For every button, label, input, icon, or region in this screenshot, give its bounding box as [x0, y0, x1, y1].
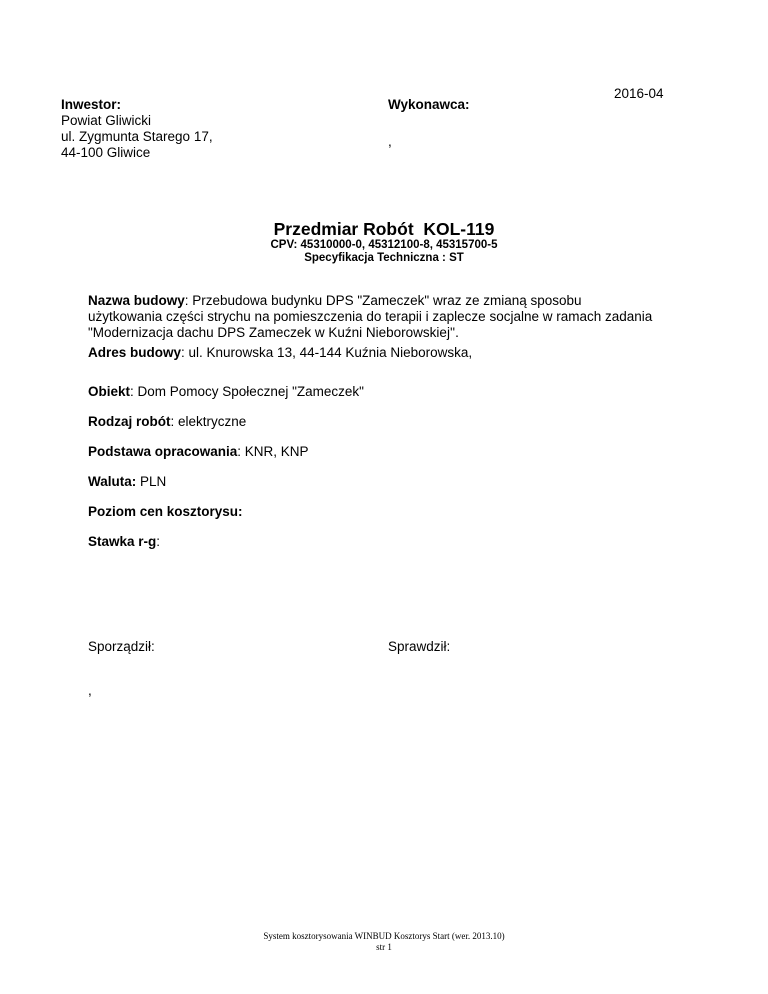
price-level-label: Poziom cen kosztorysu: — [88, 504, 243, 519]
basis-value: : KNR, KNP — [237, 444, 309, 459]
prepared-by-label: Sporządził: — [88, 639, 155, 654]
construction-name-value-line3: "Modernizacja dachu DPS Zameczek w Kuźni Nieborowskiej''. — [88, 325, 459, 340]
investor-name: Powiat Gliwicki — [61, 113, 152, 128]
cpv-codes: CPV: 45310000-0, 45312100-8, 45315700-5 — [270, 239, 498, 251]
basis-label: Podstawa opracowania — [88, 444, 238, 459]
field-hourly-rate — [88, 534, 160, 550]
work-type-value: : elektryczne — [170, 414, 247, 429]
checked-by-label: Sprawdził: — [388, 639, 451, 654]
contractor-label: Wykonawca: — [388, 97, 470, 112]
investor-street: ul. Zygmunta Starego 17, — [61, 129, 213, 144]
document-date: 2016-04 — [614, 86, 664, 101]
investor-city: 44-100 Gliwice — [61, 145, 151, 160]
currency-label: Waluta: — [88, 474, 137, 489]
construction-name-value-line2: użytkowania części strychu na pomieszczenia do terapii i zaplecze socjalne w ramach zadania — [88, 309, 653, 324]
construction-name-value-line1: : Przebudowa budynku DPS "Zameczek" wraz ze zmianą sposobu — [184, 293, 582, 308]
field-basis — [88, 444, 309, 460]
contractor-value: , — [388, 134, 392, 149]
field-object — [88, 384, 364, 400]
field-price-level — [88, 504, 243, 520]
page-footer — [0, 931, 768, 953]
object-value: : Dom Pomocy Społecznej "Zameczek" — [130, 384, 364, 399]
prepared-by-value: , — [88, 683, 92, 698]
field-currency — [88, 474, 166, 490]
currency-value: PLN — [136, 474, 167, 489]
hourly-rate-value: : — [156, 534, 161, 549]
footer-page-number: str 1 — [376, 942, 392, 952]
investor-block — [61, 97, 213, 161]
address-label: Adres budowy — [88, 345, 182, 360]
technical-specification: Specyfikacja Techniczna : ST — [304, 252, 464, 264]
investor-label: Inwestor: — [61, 97, 122, 112]
field-construction-address — [88, 345, 472, 361]
field-construction-name — [88, 293, 652, 341]
footer-software: System kosztorysowania WINBUD Kosztorys Start (wer. 2013.10) — [263, 931, 505, 941]
document-title: Przedmiar Robót KOL-119 — [273, 219, 495, 239]
address-value: : ul. Knurowska 13, 44-144 Kuźnia Nieborowska, — [181, 345, 473, 360]
hourly-rate-label: Stawka r-g — [88, 534, 157, 549]
field-work-type — [88, 414, 246, 430]
construction-name-label: Nazwa budowy — [88, 293, 185, 308]
work-type-label: Rodzaj robót — [88, 414, 171, 429]
object-label: Obiekt — [88, 384, 131, 399]
